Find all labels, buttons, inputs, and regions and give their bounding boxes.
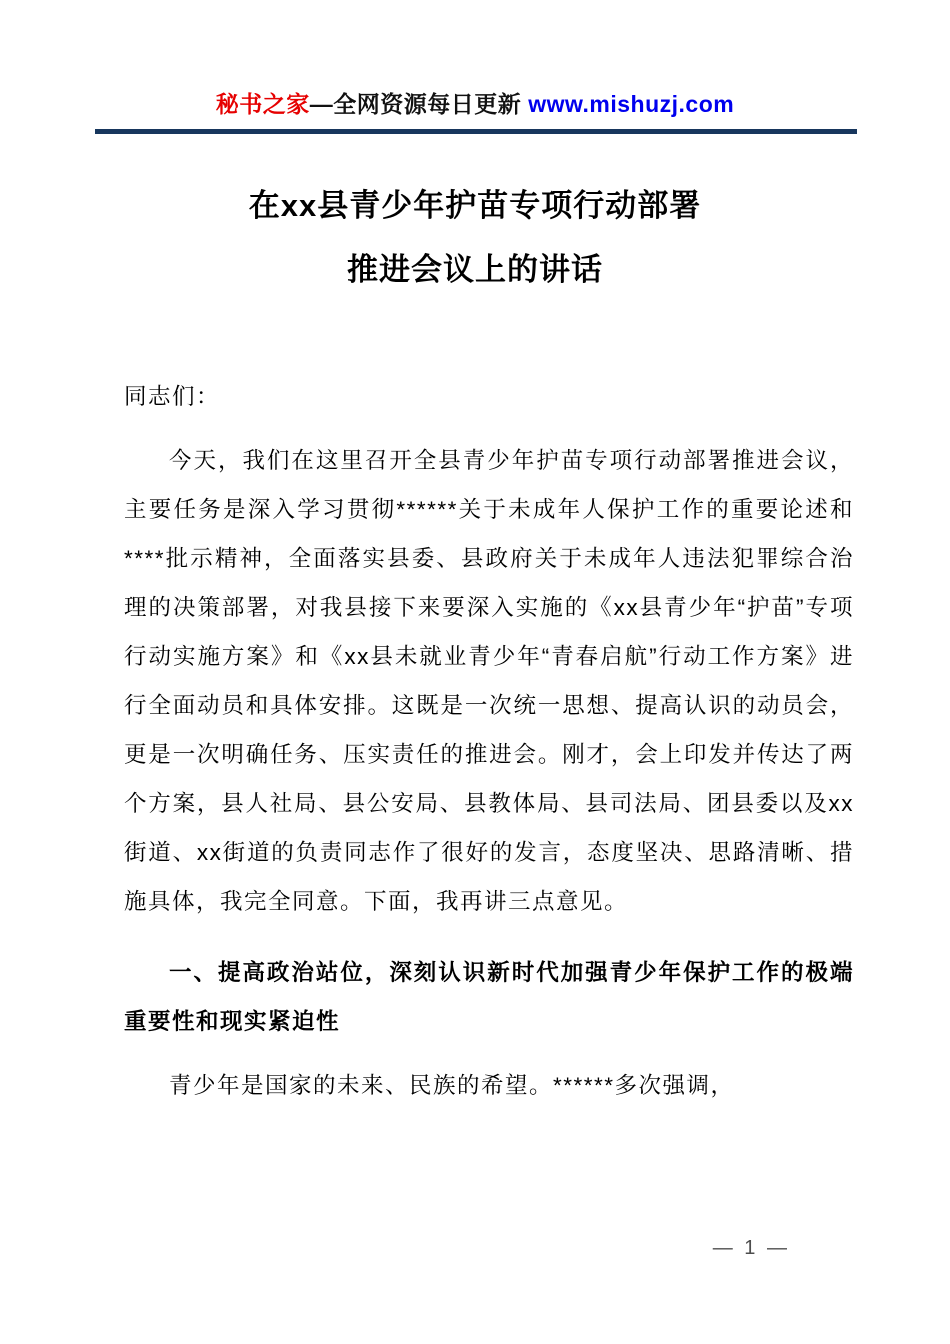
page-footer (713, 1237, 790, 1260)
paragraph-2: 青少年是国家的未来、民族的希望。******多次强调， (169, 1073, 735, 1098)
document-body (124, 372, 854, 1110)
site-url-link[interactable]: www.mishuzj.com (528, 91, 735, 117)
header-divider (95, 129, 857, 134)
paragraph-1: 今天，我们在这里召开全县青少年护苗专项行动部署推进会议，主要任务是深入学习贯彻******关于未成年人保护工作的重要论述和****批示精神，全面落实县委、县政府关于未成年人违法犯罪综合治理的决策部署，对我县接下来要深入实施的《xx县青少年“护苗”专项行动实施方案》和《xx县未就业青少年“青春启航”行动工作方案》进行全面动员和具体安排。这既是一次统一思想、提高认识的动员会，更是一次明确任务、压实责任的推进会。刚才，会上印发并传达了两个方案，县人社局、县公安局、县教体局、县司法局、团县委以及xx街道、xx街道的负责同志作了很好的发言，态度坚决、思路清晰、措施具体，我完全同意。下面，我再讲三点意见。 (124, 448, 854, 914)
site-header (0, 0, 950, 119)
site-tagline: —全网资源每日更新 (309, 91, 529, 117)
document-title (0, 174, 950, 302)
page-number: — 1 — (712, 1237, 790, 1259)
title-line-1: 在xx县青少年护苗专项行动部署 (248, 188, 702, 223)
salutation: 同志们： (124, 384, 221, 409)
site-name: 秘书之家 (215, 91, 310, 117)
section-heading-1: 一、提高政治站位，深刻认识新时代加强青少年保护工作的极端重要性和现实紧迫性 (124, 960, 854, 1034)
title-line-2: 推进会议上的讲话 (347, 252, 603, 287)
